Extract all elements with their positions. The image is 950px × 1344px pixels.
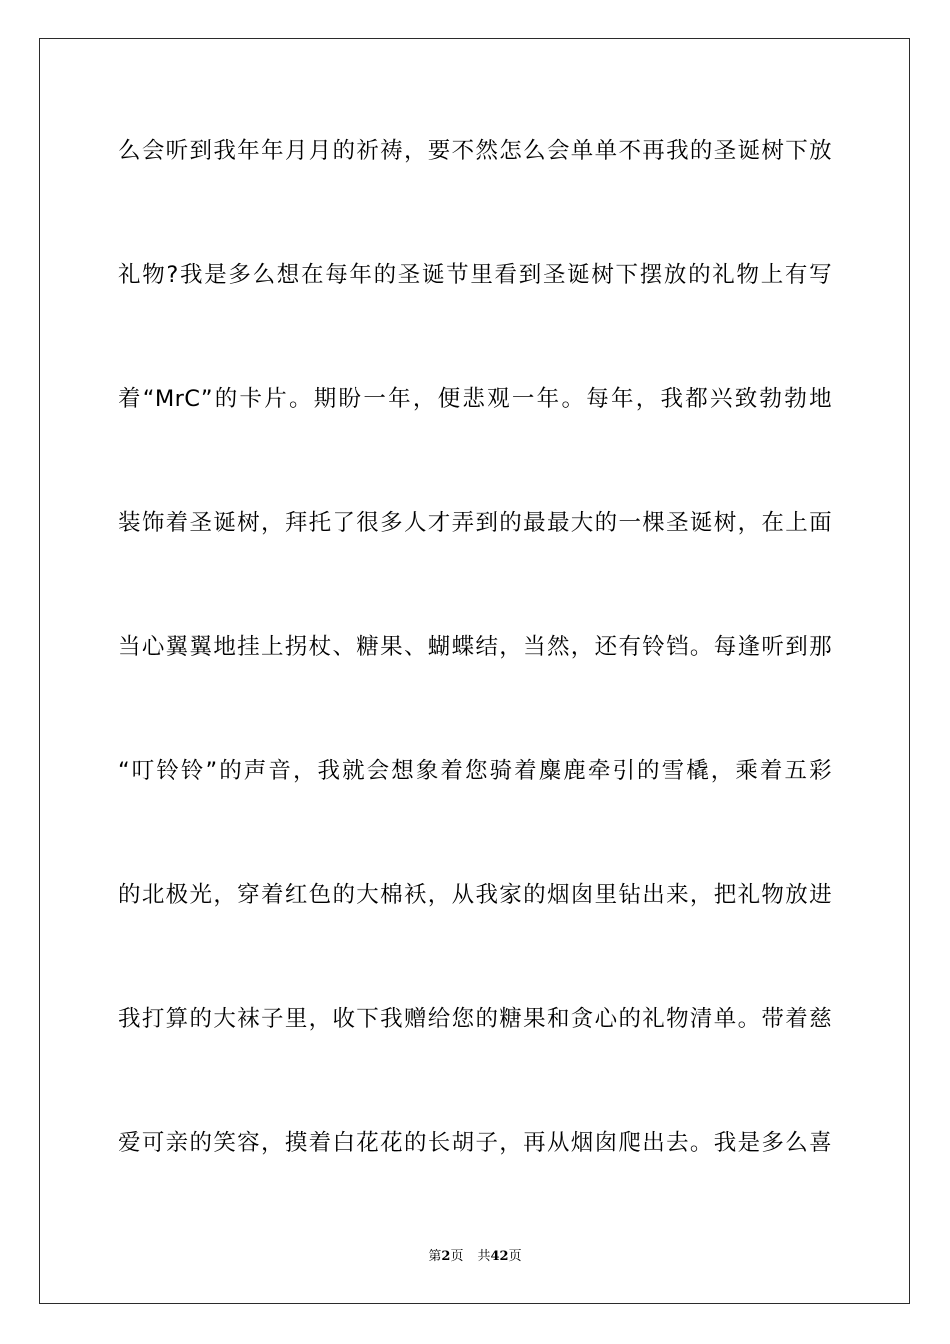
body-text-line-5: 当心翼翼地挂上拐杖、糖果、蝴蝶结，当然，还有铃铛。每逢听到那 bbox=[118, 634, 832, 660]
body-text-line-1: 么会听到我年年月月的祈祷，要不然怎么会单单不再我的圣诞树下放 bbox=[118, 138, 832, 164]
total-prefix: 共 bbox=[477, 1249, 491, 1264]
total-suffix: 页 bbox=[508, 1249, 522, 1264]
current-page-number: 2 bbox=[441, 1249, 451, 1264]
body-text-line-9: 爱可亲的笑容，摸着白花花的长胡子，再从烟囱爬出去。我是多么喜 bbox=[118, 1130, 832, 1156]
page-footer bbox=[0, 1248, 950, 1266]
body-text-line-8: 我打算的大袜子里，收下我赠给您的糖果和贪心的礼物清单。带着慈 bbox=[118, 1006, 832, 1032]
page-prefix: 第 bbox=[428, 1249, 442, 1264]
body-text-line-3: 着“MrC”的卡片。期盼一年，便悲观一年。每年，我都兴致勃勃地 bbox=[118, 386, 832, 412]
body-text-line-6: “叮铃铃”的声音，我就会想象着您骑着麋鹿牵引的雪橇，乘着五彩 bbox=[118, 758, 832, 784]
page-border bbox=[39, 38, 910, 1304]
body-text-line-7: 的北极光，穿着红色的大棉袄，从我家的烟囱里钻出来，把礼物放进 bbox=[118, 882, 832, 908]
page-suffix: 页 bbox=[450, 1249, 464, 1264]
body-text-line-2: 礼物?我是多么想在每年的圣诞节里看到圣诞树下摆放的礼物上有写 bbox=[118, 262, 832, 288]
body-text-line-4: 装饰着圣诞树，拜托了很多人才弄到的最最大的一棵圣诞树，在上面 bbox=[118, 510, 832, 536]
total-page-count: 42 bbox=[490, 1249, 509, 1264]
